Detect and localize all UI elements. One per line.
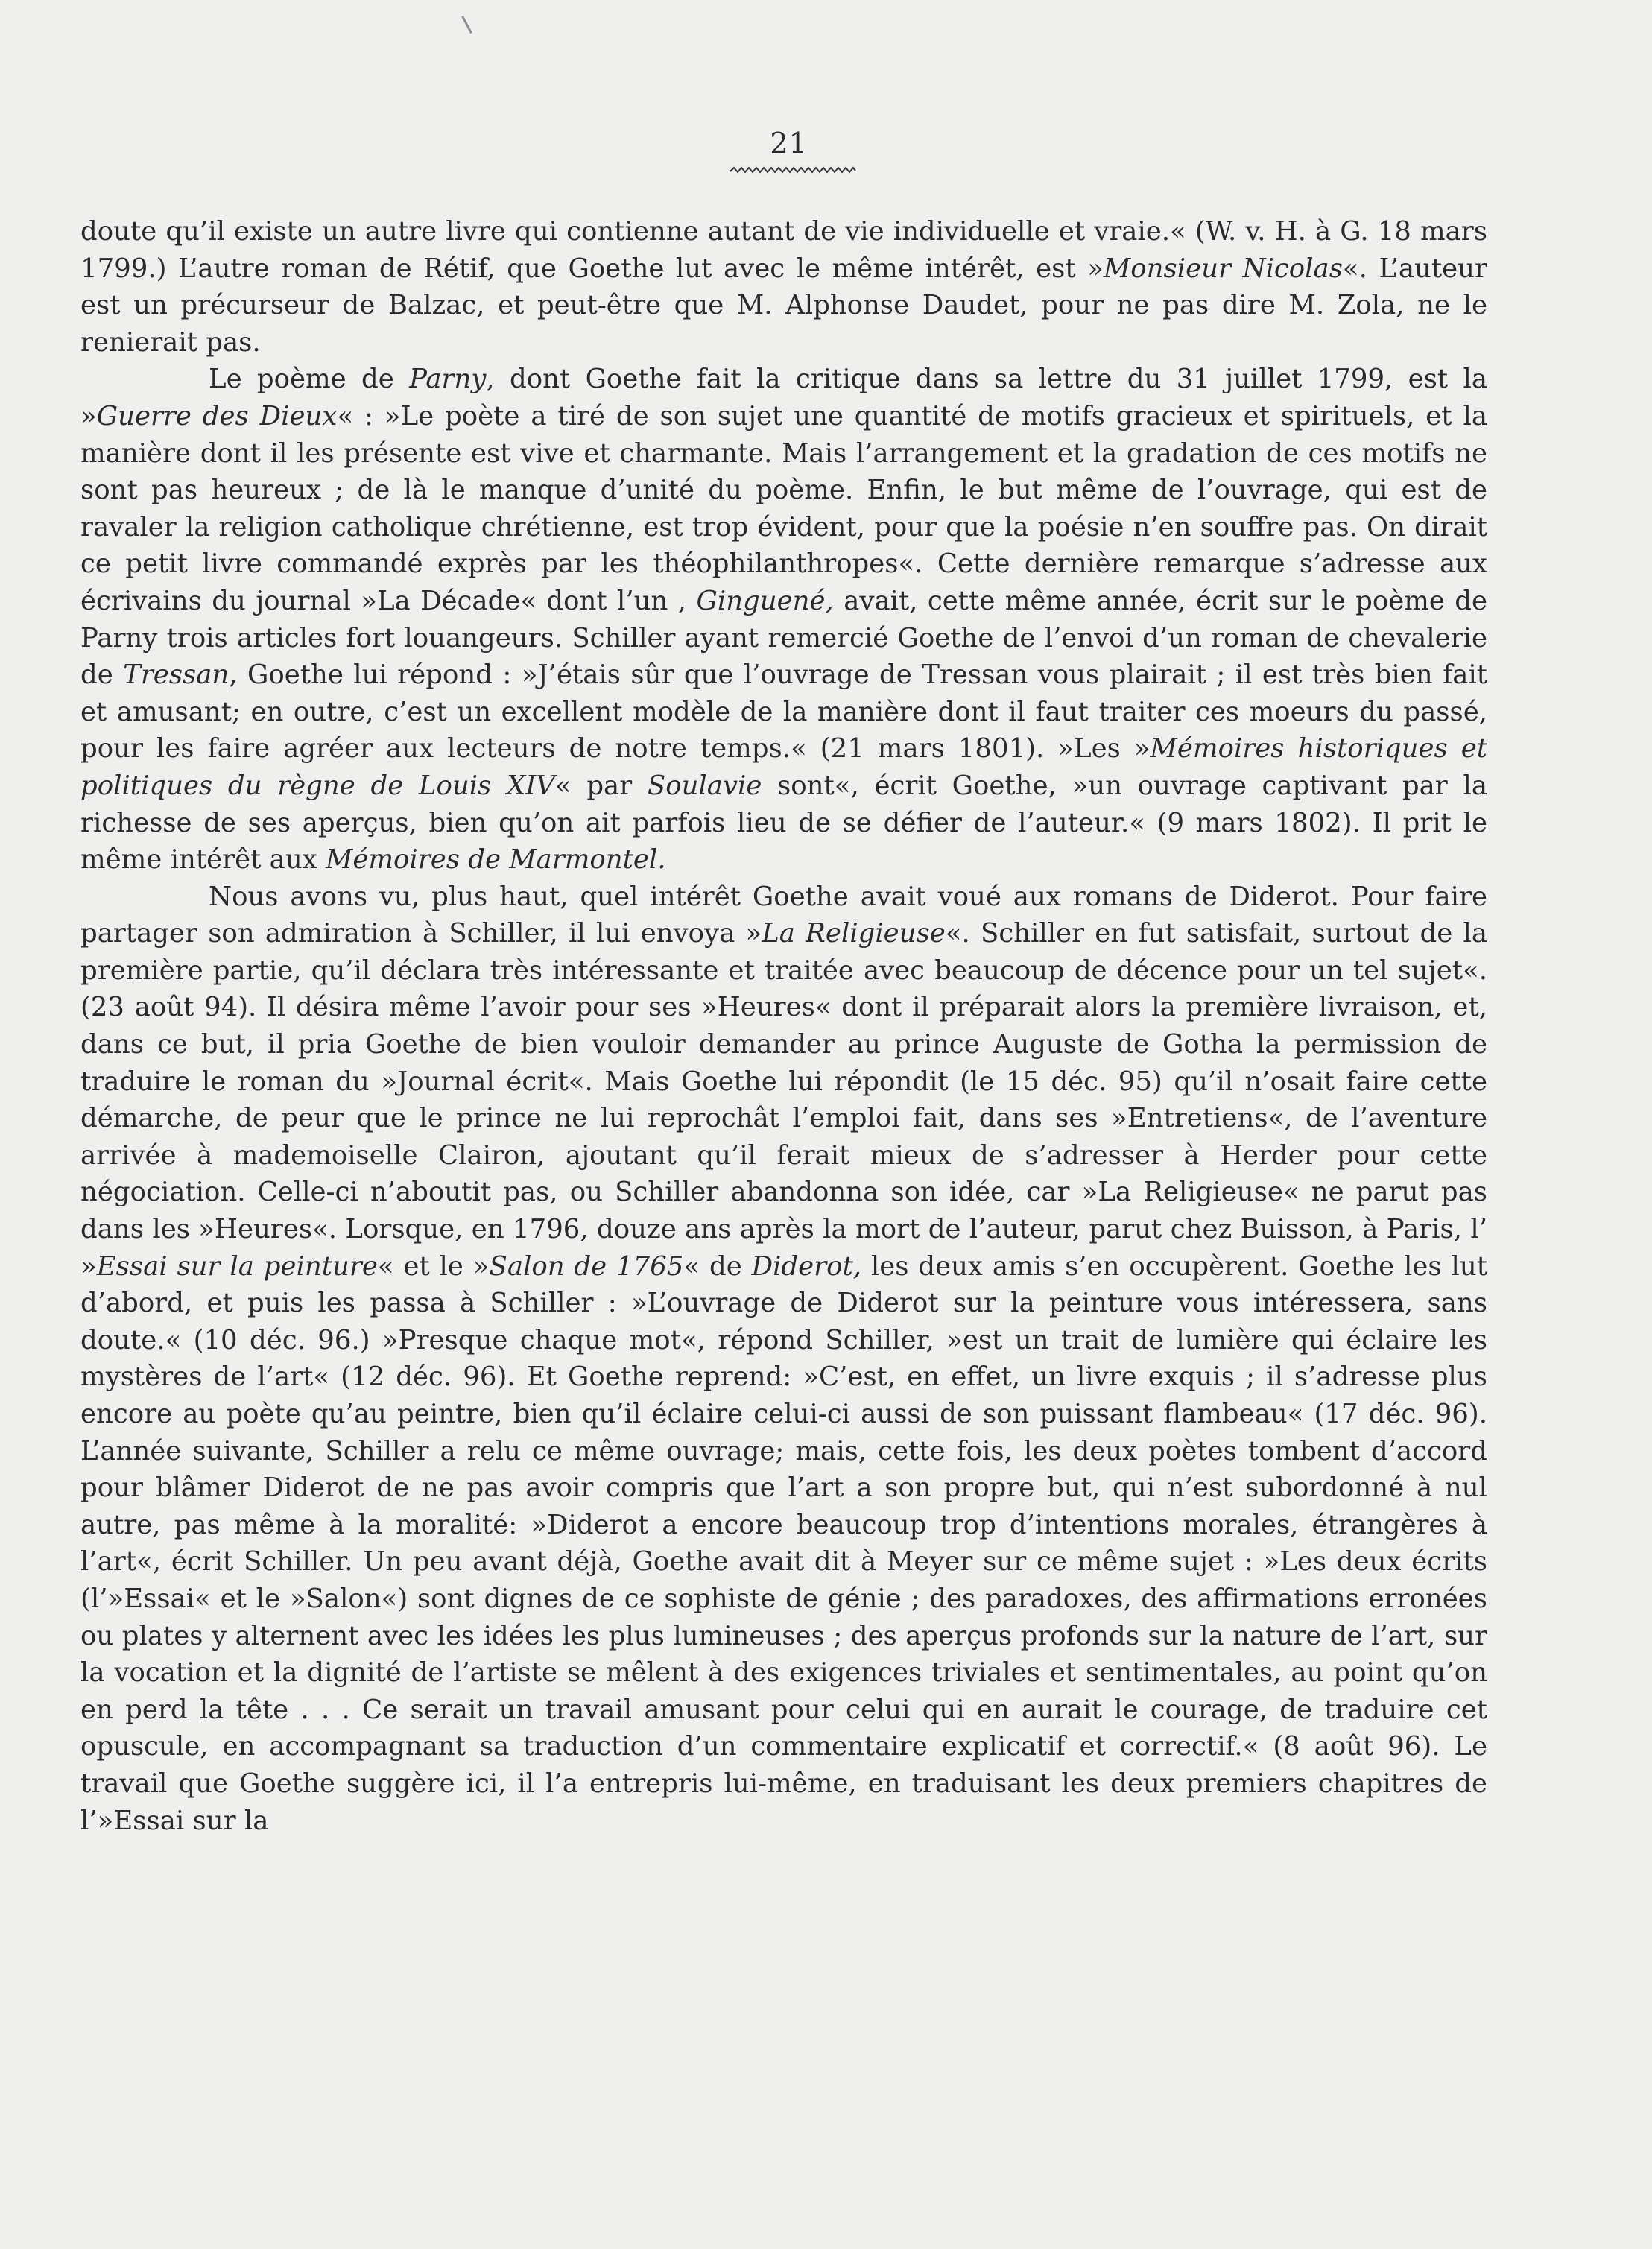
paragraph	[80, 879, 1487, 1839]
page-number: 21	[770, 127, 808, 159]
text-run: avait, cette même année, écrit sur le poème de Parny trois articles fort louangeurs. Schiller ayant remercié Goethe de l’envoi d’un roman de chevalerie de	[80, 585, 1487, 691]
italic-text-run: Monsieur Nicolas	[1103, 253, 1343, 284]
italic-text-run: Essai sur la peinture	[96, 1250, 378, 1282]
body-text	[80, 213, 1487, 1839]
text-run: « par	[554, 770, 648, 801]
paragraph	[80, 361, 1487, 878]
italic-text-run: Ginguené,	[696, 585, 834, 616]
italic-text-run: Soulavie	[647, 770, 762, 801]
italic-text-run: Guerre des Dieux	[96, 400, 338, 431]
page-number-ornament	[729, 165, 857, 176]
italic-text-run: Diderot,	[751, 1250, 862, 1282]
italic-text-run: Salon de 1765	[489, 1250, 684, 1282]
text-run: sont«, écrit Goethe, »un ouvrage captivant par la richesse de ses aperçus, bien qu’on ait parfois lieu de se défier de l’auteur.« (9 mars 1802). Il prit le même intérêt aux	[80, 770, 1487, 876]
text-run: Nous avons vu, plus haut, quel intérêt Goethe avait voué aux romans de Diderot. Pour faire partager son admiration à Schiller, il lui envoya »	[80, 881, 1487, 949]
italic-text-run: La Religieuse	[762, 918, 946, 949]
italic-text-run: Mémoires de Marmontel.	[325, 844, 666, 876]
italic-text-run: Tressan	[123, 659, 230, 691]
text-run: les deux amis s’en occupèrent. Goethe les lut d’abord, et puis les passa à Schiller : »L’ouvrage de Diderot sur la peinture vous intéressera, sans doute.« (10 déc. 96.) »Presque chaque mot«, répond Schiller, »est un trait de lumière qui éclaire les mystères de l’art« (12 déc. 96). Et Goethe reprend: »C’est, en effet, un livre exquis ; il s’adresse plus encore au poète qu’au peintre, bien qu’il éclaire celui-ci aussi de son puissant flambeau« (17 déc. 96). L’année suivante, Schiller a relu ce même ouvrage; mais, cette fois, les deux poètes tombent d’accord pour blâmer Diderot de ne pas avoir compris que l’art a son propre but, qui n’est subordonné à nul autre, pas même à la moralité: »Diderot a encore beaucoup trop d’intentions morales, étrangères à l’art«, écrit Schiller. Un peu avant déjà, Goethe avait dit à Meyer sur ce même sujet : »Les deux écrits (l’»Essai« et le »Salon«) sont dignes de ce sophiste de génie ; des paradoxes, des affirmations erronées ou plates y alternent avec les idées les plus lumineuses ; des aperçus profonds sur la nature de l’art, sur la vocation et la dignité de l’artiste se mêlent à des exigences triviales et sentimentales, au point qu’on en perd la tête . . . Ce serait un travail amusant pour celui qui en aurait le courage, de traduire cet opuscule, en accompagnant sa traduction d’un commentaire explicatif et correctif.« (8 août 96). Le travail que Goethe suggère ici, il l’a entrepris lui-même, en traduisant les deux premiers chapitres de l’»Essai sur la	[80, 1250, 1487, 1836]
scan-mark	[461, 16, 472, 34]
page-header	[0, 127, 1652, 159]
text-run: « : »Le poète a tiré de son sujet une quantité de motifs gracieux et spirituels, et la manière dont il les présente est vive et charmante. Mais l’arrangement et la gradation de ces motifs ne sont pas heureux ; de là le manque d’unité du poème. Enfin, le but même de l’ouvrage, qui est de ravaler la religion catholique chrétienne, est trop évident, pour que la poésie n’en souffre pas. On dirait ce petit livre commandé exprès par les théophilanthropes«. Cette dernière remarque s’adresse aux écrivains du journal »La Décade« dont l’un ,	[80, 400, 1487, 616]
italic-text-run: Mémoires historiques et politiques du règne de Louis XIV	[80, 733, 1487, 801]
text-run: Le poème de	[209, 364, 410, 395]
text-run: « de	[683, 1250, 752, 1282]
text-run: «. Schiller en fut satisfait, surtout de la première partie, qu’il déclara très intéressante et traitée avec beaucoup de décence pour un tel sujet«. (23 août 94). Il désira même l’avoir pour ses »Heures« dont il préparait alors la première livraison, et, dans ce but, il pria Goethe de bien vouloir demander au prince Auguste de Gotha la permission de traduire le roman du »Journal écrit«. Mais Goethe lui répondit (le 15 déc. 95) qu’il n’osait faire cette démarche, de peur que le prince ne lui reprochât l’emploi fait, dans ses »Entretiens«, de l’aventure arrivée à mademoiselle Clairon, ajoutant qu’il ferait mieux de s’adresser à Herder pour cette négociation. Celle-ci n’aboutit pas, ou Schiller abandonna son idée, car »La Religieuse« ne parut pas dans les »Heures«. Lorsque, en 1796, douze ans après la mort de l’auteur, parut chez Buisson, à Paris, l’ »	[80, 918, 1487, 1282]
text-run: , Goethe lui répond : »J’étais sûr que l’ouvrage de Tressan vous plairait ; il est très bien fait et amusant; en outre, c’est un excellent modèle de la manière dont il faut traiter ces moeurs du passé, pour les faire agréer aux lecteurs de notre temps.« (21 mars 1801). »Les »	[80, 659, 1487, 765]
italic-text-run: Parny	[409, 364, 487, 395]
text-run: doute qu’il existe un autre livre qui contienne autant de vie individuelle et vraie.« (W. v. H. à G. 18 mars 1799.) L’autre roman de Rétif, que Goethe lut avec le même intérêt, est »	[80, 216, 1487, 284]
text-run: « et le »	[377, 1250, 490, 1282]
paragraph	[80, 213, 1487, 361]
text-run: , dont Goethe fait la critique dans sa lettre du 31 juillet 1799, est la »	[80, 364, 1487, 431]
text-run: «. L’auteur est un précurseur de Balzac, et peut-être que M. Alphonse Daudet, pour ne pas dire M. Zola, ne le renierait pas.	[80, 253, 1487, 358]
